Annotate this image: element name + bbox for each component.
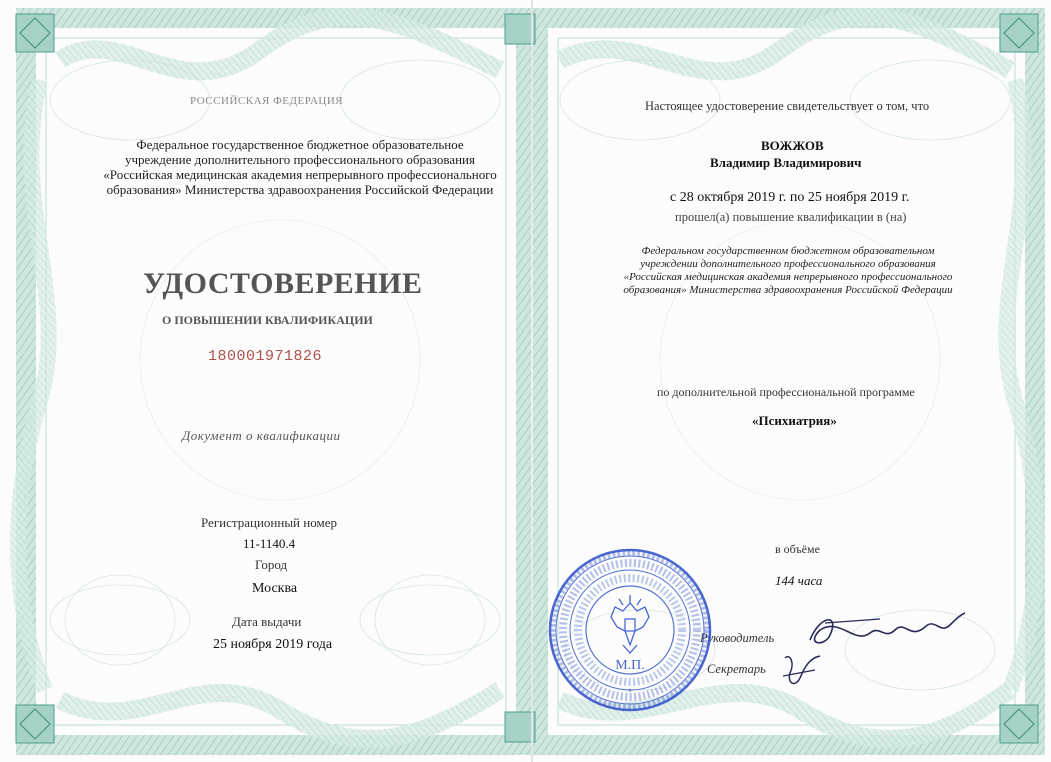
holder-surname: ВОЖЖОВ [761, 138, 824, 153]
secretary-signature [775, 648, 835, 693]
issue-date: 25 ноября 2019 года [213, 637, 333, 652]
intro-text: Настоящее удостоверение свидетельствует о том, что [645, 99, 930, 113]
serial-number: 180001971826 [208, 348, 323, 365]
issuer-line: учреждение дополнительного профессионального образования [124, 152, 475, 167]
institution-line: Федеральном государственном бюджетном образовательном [641, 245, 935, 257]
stamp-center-text: М.П. [615, 658, 645, 673]
issuer-line: образования» Министерства здравоохранения Российской Федерации [106, 182, 494, 197]
head-label: Руководитель [700, 631, 775, 645]
issuer-institution [90, 137, 510, 197]
holder-name: Владимир Владимирович [710, 155, 862, 170]
city-value: Москва [252, 581, 298, 596]
passed-text: прошел(а) повышение квалификации в (на) [675, 210, 907, 224]
svg-text:*: * [628, 687, 632, 697]
training-institution [598, 245, 978, 297]
program-label: по дополнительной профессиональной программе [657, 385, 915, 399]
issuer-line: Федеральное государственное бюджетное образовательное [136, 137, 464, 152]
document-title: УДОСТОВЕРЕНИЕ [143, 267, 423, 300]
registration-number: 11-1140.4 [243, 536, 296, 551]
volume-value: 144 часа [775, 573, 823, 588]
training-period: с 28 октября 2019 г. по 25 ноября 2019 г. [670, 190, 910, 205]
institution-line: учреждении дополнительного профессионального образования [640, 258, 936, 270]
issue-date-label: Дата выдачи [232, 614, 302, 629]
institution-line: «Российская медицинская академия непрерывного профессионального [623, 271, 953, 283]
volume-label: в объёме [775, 542, 820, 556]
page-fold [531, 0, 533, 762]
official-stamp [545, 545, 715, 715]
document-subtitle: О ПОВЫШЕНИИ КВАЛИФИКАЦИИ [162, 313, 373, 327]
program-name: «Психиатрия» [752, 413, 837, 428]
institution-line: образования» Министерства здравоохранения Российской Федерации [623, 284, 953, 296]
document-type: Документ о квалификации [182, 428, 341, 443]
issuer-line: «Российская медицинская академия непрерывного профессионального [103, 167, 497, 182]
city-label: Город [255, 557, 288, 572]
registration-label: Регистрационный номер [201, 515, 337, 530]
country-label: РОССИЙСКАЯ ФЕДЕРАЦИЯ [190, 95, 344, 107]
secretary-label: Секретарь [707, 662, 766, 676]
